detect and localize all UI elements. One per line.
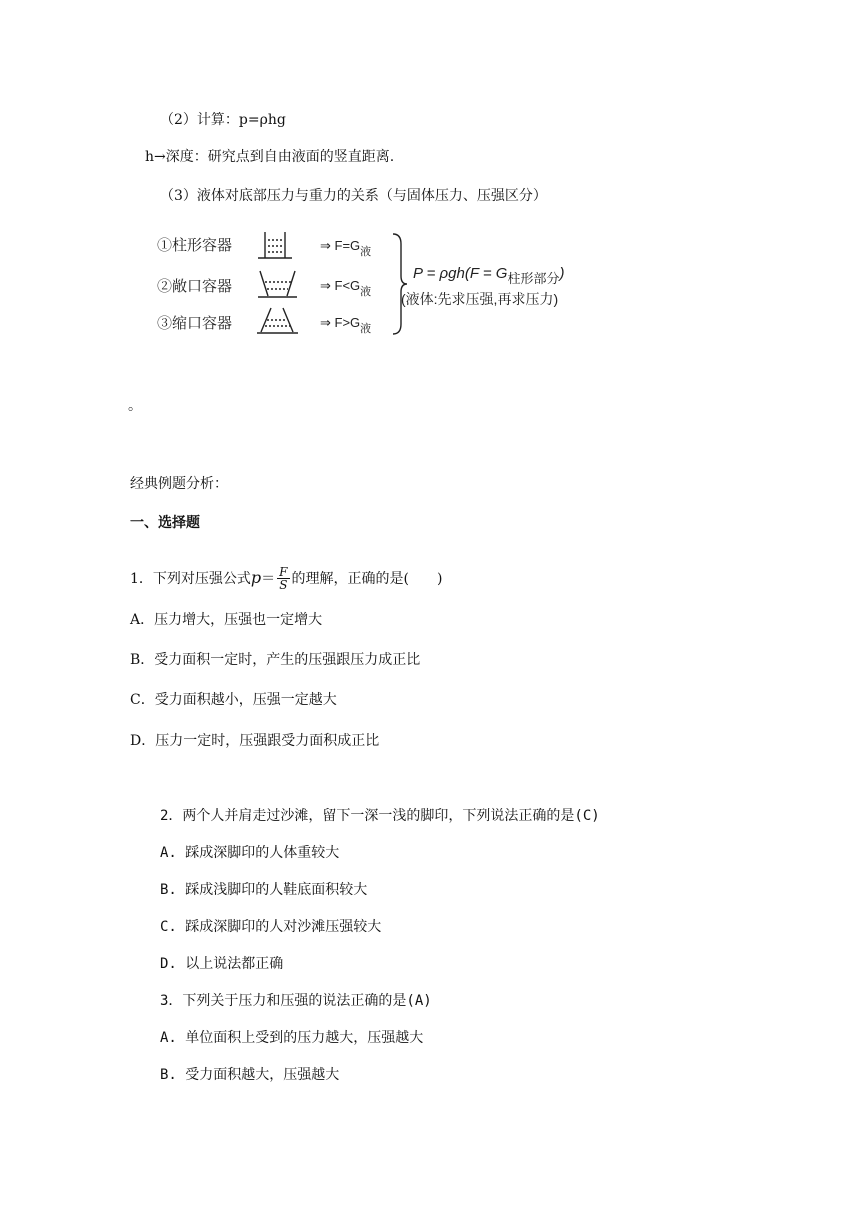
svg-text:⇒ F>G液 (320, 315, 371, 335)
pressure-formula-fraction (277, 566, 289, 592)
stray-punctuation: 。 (128, 398, 142, 414)
question-3-option-b: B. 受力面积越大，压强越大 (160, 1067, 340, 1083)
diagram-relation: ⇒ F=G (320, 238, 361, 253)
brace-icon (393, 234, 407, 334)
diagram-formula: P = ρgh(F = G (413, 265, 508, 282)
question-2-stem: 2．两个人并肩走过沙滩，留下一深一浅的脚印，下列说法正确的是(C) (160, 808, 600, 824)
question-2-option-b: B. 踩成浅脚印的人鞋底面积较大 (160, 882, 368, 898)
question-3-option-a: A. 单位面积上受到的压力越大，压强越大 (160, 1030, 424, 1046)
diagram-relation-subscript: 液 (360, 246, 372, 258)
question-1-option-b: B．受力面积一定时，产生的压强跟压力成正比 (130, 652, 421, 668)
diagram-formula-subscript: 柱形部分 (507, 271, 560, 286)
diagram-relation: ⇒ F<G (320, 278, 361, 293)
cylindrical-container-icon (258, 232, 292, 258)
svg-text:P = ρgh(F = G柱形部分) (413, 265, 564, 286)
svg-text:⇒ F=G液 (320, 238, 371, 258)
depth-definition-line: h→深度：研究点到自由液面的竖直距离. (145, 149, 395, 165)
question-2-option-a: A. 踩成深脚印的人体重较大 (160, 845, 340, 861)
examples-heading: 经典例题分析： (130, 476, 228, 492)
diagram-row-label: ①柱形容器 (157, 237, 233, 254)
formula-denominator: S (279, 578, 288, 592)
formula-equals: ＝ (261, 571, 276, 587)
question-2-option-c: C. 踩成深脚印的人对沙滩压强较大 (160, 919, 382, 935)
diagram-relation: ⇒ F>G (320, 315, 361, 330)
question-1-stem (130, 562, 442, 595)
question-3-stem: 3．下列关于压力和压强的说法正确的是(A) (160, 993, 432, 1009)
question-1-prefix: 1．下列对压强公式 (130, 571, 251, 587)
svg-text:⇒ F<G液 (320, 278, 371, 298)
question-2-option-d: D. 以上说法都正确 (160, 956, 284, 972)
diagram-note: (液体:先求压强,再求压力) (401, 291, 559, 307)
question-1-suffix: 的理解，正确的是( ) (291, 571, 443, 587)
calc-formula-line: （2）计算：p=ρhg (160, 112, 286, 128)
open-mouth-container-icon (258, 271, 297, 297)
pressure-gravity-relation-line: （3）液体对底部压力与重力的关系（与固体压力、压强区分） (160, 188, 547, 204)
question-1-option-d: D．压力一定时，压强跟受力面积成正比 (130, 733, 380, 749)
diagram-relation-subscript: 液 (360, 286, 372, 298)
question-1-option-a: A．压力增大，压强也一定增大 (130, 612, 323, 628)
formula-numerator: F (279, 565, 288, 579)
narrow-mouth-container-icon (257, 308, 298, 333)
section-title: 一、选择题 (130, 515, 200, 531)
question-1-option-c: C．受力面积越小，压强一定越大 (130, 692, 337, 708)
container-comparison-diagram (155, 226, 605, 341)
diagram-row-label: ②敞口容器 (157, 278, 233, 295)
diagram-relation-subscript: 液 (360, 323, 372, 335)
formula-p: p (250, 568, 262, 587)
diagram-formula-close: ) (559, 265, 565, 282)
diagram-row-label: ③缩口容器 (157, 315, 233, 332)
